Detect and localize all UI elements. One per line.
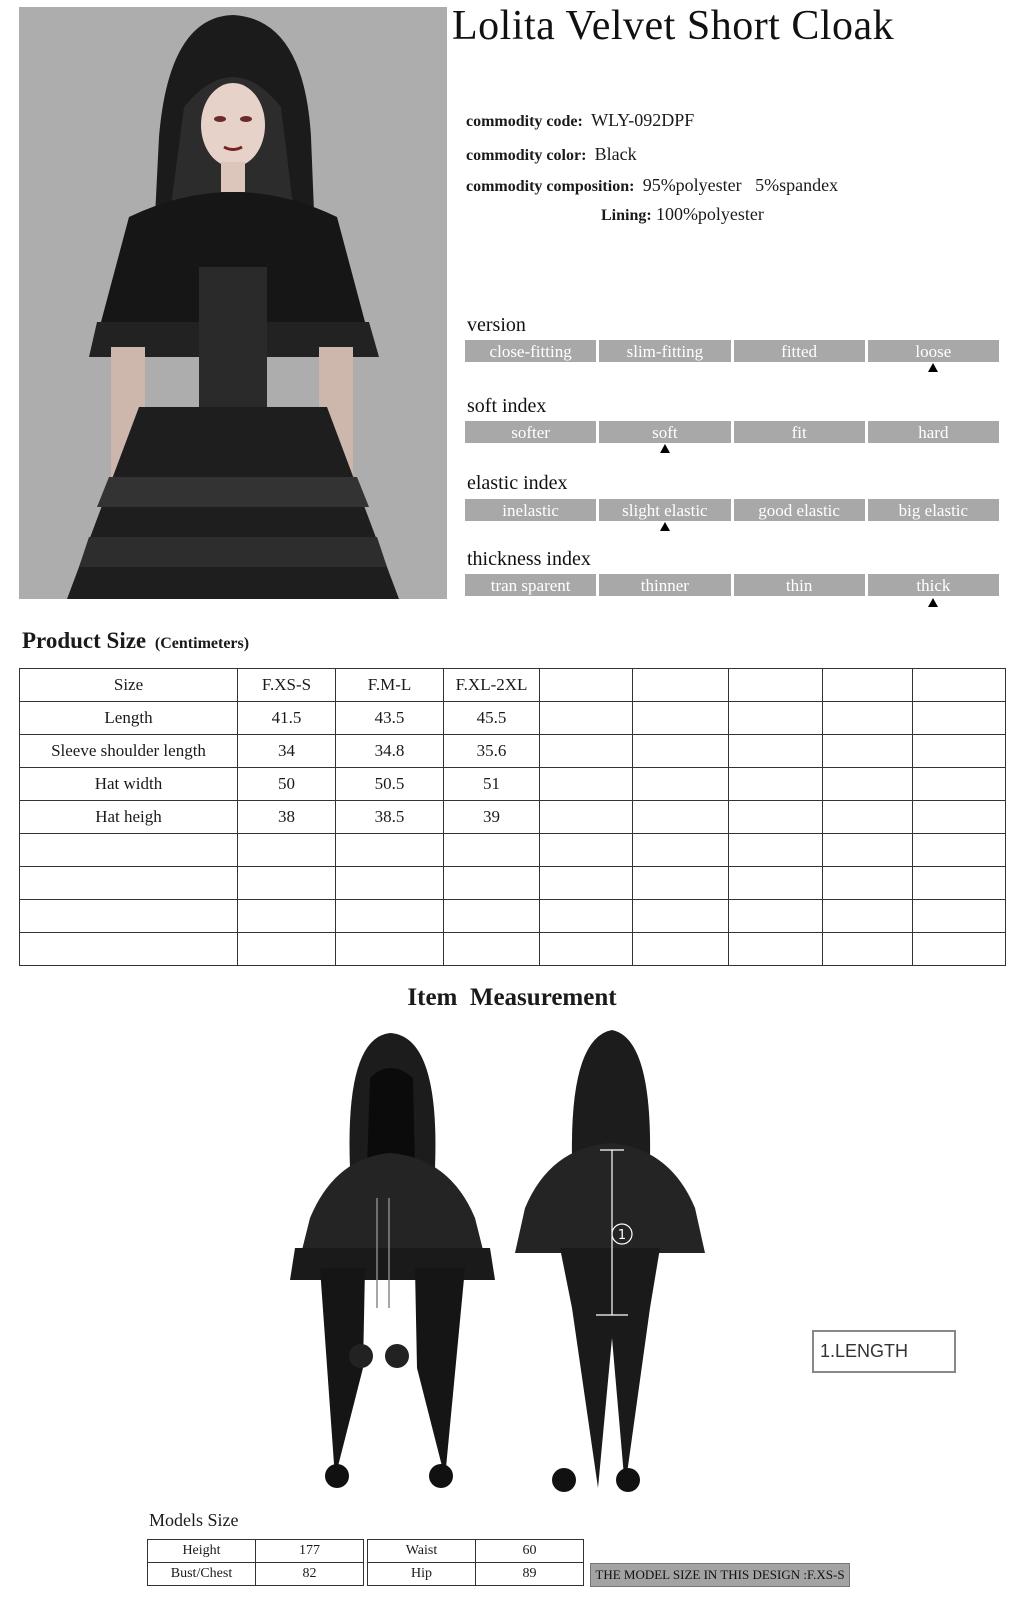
table-empty-cell xyxy=(913,669,1006,702)
table-empty-cell xyxy=(633,735,729,768)
elastic-index-scale xyxy=(465,499,999,521)
table-row xyxy=(20,801,1006,834)
table-header-cell: Size xyxy=(20,669,238,702)
table-cell: 34.8 xyxy=(336,735,444,768)
table-empty-cell xyxy=(823,702,913,735)
table-empty-cell xyxy=(823,801,913,834)
table-empty-cell xyxy=(20,933,238,966)
table-empty-cell xyxy=(913,735,1006,768)
table-cell: 34 xyxy=(238,735,336,768)
table-header-cell: F.XS-S xyxy=(238,669,336,702)
table-empty-cell xyxy=(823,900,913,933)
table-empty-cell xyxy=(729,867,823,900)
thickness-index-scale xyxy=(465,574,999,596)
table-empty-cell xyxy=(238,834,336,867)
thickness-index-option: thin xyxy=(734,574,865,596)
table-row xyxy=(20,933,1006,966)
table-empty-cell xyxy=(336,867,444,900)
soft-index-label: soft index xyxy=(467,395,547,417)
table-cell: Sleeve shoulder length xyxy=(20,735,238,768)
table-cell: 38.5 xyxy=(336,801,444,834)
table-empty-cell xyxy=(633,669,729,702)
table-cell: 60 xyxy=(476,1540,584,1563)
table-empty-cell xyxy=(823,735,913,768)
table-empty-cell xyxy=(913,834,1006,867)
table-cell: Waist xyxy=(368,1540,476,1563)
table-cell: 51 xyxy=(444,768,540,801)
table-empty-cell xyxy=(540,900,633,933)
table-row xyxy=(20,702,1006,735)
table-empty-cell xyxy=(633,933,729,966)
soft-index-selected-marker xyxy=(660,444,670,453)
table-empty-cell xyxy=(444,867,540,900)
commodity-color xyxy=(466,144,637,165)
table-empty-cell xyxy=(633,801,729,834)
table-row xyxy=(368,1540,584,1563)
table-empty-cell xyxy=(823,933,913,966)
table-empty-cell xyxy=(729,801,823,834)
product-size-heading: Product Size xyxy=(22,628,147,653)
table-empty-cell xyxy=(540,867,633,900)
commodity-composition-value: 95%polyester 5%spandex xyxy=(642,175,839,195)
table-cell: Height xyxy=(148,1540,256,1563)
table-empty-cell xyxy=(444,933,540,966)
elastic-index-option: inelastic xyxy=(465,499,596,521)
table-empty-cell xyxy=(913,867,1006,900)
elastic-index-selected-marker xyxy=(660,522,670,531)
table-row xyxy=(20,735,1006,768)
length-marker-number: 1 xyxy=(617,1228,627,1243)
product-size-table xyxy=(19,668,1006,966)
table-header-cell: F.M-L xyxy=(336,669,444,702)
table-empty-cell xyxy=(20,867,238,900)
soft-index-option: fit xyxy=(734,421,865,443)
table-cell: Bust/Chest xyxy=(148,1563,256,1586)
version-scale xyxy=(465,340,999,362)
table-header-cell: F.XL-2XL xyxy=(444,669,540,702)
cloak-back-image xyxy=(500,1018,720,1498)
version-selected-marker xyxy=(928,363,938,372)
table-empty-cell xyxy=(633,834,729,867)
table-empty-cell xyxy=(540,735,633,768)
table-empty-cell xyxy=(540,801,633,834)
table-empty-cell xyxy=(238,867,336,900)
table-cell: 89 xyxy=(476,1563,584,1586)
table-empty-cell xyxy=(540,933,633,966)
item-measurement-title: Item Measurement xyxy=(407,984,617,1011)
commodity-composition xyxy=(466,175,838,196)
elastic-index-option: big elastic xyxy=(868,499,999,521)
soft-index-option: soft xyxy=(599,421,730,443)
lining-label: Lining: xyxy=(601,207,652,224)
table-empty-cell xyxy=(20,900,238,933)
table-empty-cell xyxy=(729,933,823,966)
version-option: loose xyxy=(868,340,999,362)
table-empty-cell xyxy=(633,768,729,801)
commodity-code-label: commodity code: xyxy=(466,113,583,130)
version-option: close-fitting xyxy=(465,340,596,362)
lining xyxy=(601,204,764,225)
table-empty-cell xyxy=(540,702,633,735)
table-cell: 177 xyxy=(256,1540,364,1563)
table-empty-cell xyxy=(444,900,540,933)
table-empty-cell xyxy=(823,867,913,900)
model-photo xyxy=(19,7,447,599)
table-cell: Hat heigh xyxy=(20,801,238,834)
version-option: slim-fitting xyxy=(599,340,730,362)
table-cell: 45.5 xyxy=(444,702,540,735)
table-cell: 41.5 xyxy=(238,702,336,735)
table-empty-cell xyxy=(633,867,729,900)
elastic-index-label: elastic index xyxy=(467,472,568,494)
product-size-title xyxy=(22,628,249,654)
table-empty-cell xyxy=(913,801,1006,834)
soft-index-option: softer xyxy=(465,421,596,443)
table-cell: 43.5 xyxy=(336,702,444,735)
table-empty-cell xyxy=(633,900,729,933)
table-empty-cell xyxy=(540,834,633,867)
commodity-code xyxy=(466,110,694,131)
table-row xyxy=(20,900,1006,933)
thickness-index-option: thinner xyxy=(599,574,730,596)
table-empty-cell xyxy=(540,768,633,801)
table-cell: Hip xyxy=(368,1563,476,1586)
version-label: version xyxy=(467,314,526,336)
table-empty-cell xyxy=(823,834,913,867)
table-row xyxy=(368,1563,584,1586)
table-empty-cell xyxy=(20,834,238,867)
lining-value: 100%polyester xyxy=(655,204,764,224)
product-size-unit: (Centimeters) xyxy=(154,635,250,652)
table-row xyxy=(20,768,1006,801)
table-empty-cell xyxy=(729,834,823,867)
table-cell: 35.6 xyxy=(444,735,540,768)
elastic-index-option: good elastic xyxy=(734,499,865,521)
commodity-composition-label: commodity composition: xyxy=(466,178,635,195)
models-size-table-right xyxy=(367,1539,584,1586)
commodity-code-value: WLY-092DPF xyxy=(591,110,695,130)
table-empty-cell xyxy=(913,900,1006,933)
table-empty-cell xyxy=(238,900,336,933)
models-size-title: Models Size xyxy=(149,1510,239,1530)
table-cell: 50 xyxy=(238,768,336,801)
table-empty-cell xyxy=(913,768,1006,801)
cloak-front-image xyxy=(265,1018,515,1498)
table-empty-cell xyxy=(444,834,540,867)
soft-index-option: hard xyxy=(868,421,999,443)
table-empty-cell xyxy=(729,669,823,702)
thickness-index-option: thick xyxy=(868,574,999,596)
commodity-color-value: Black xyxy=(594,144,637,164)
table-row xyxy=(148,1563,364,1586)
table-cell: 82 xyxy=(256,1563,364,1586)
table-empty-cell xyxy=(633,702,729,735)
table-cell: 39 xyxy=(444,801,540,834)
table-row xyxy=(20,834,1006,867)
table-empty-cell xyxy=(729,768,823,801)
table-row xyxy=(20,867,1006,900)
table-empty-cell xyxy=(336,900,444,933)
table-empty-cell xyxy=(336,834,444,867)
version-option: fitted xyxy=(734,340,865,362)
table-empty-cell xyxy=(823,768,913,801)
length-legend: 1.LENGTH xyxy=(812,1330,956,1373)
table-empty-cell xyxy=(336,933,444,966)
product-title: Lolita Velvet Short Cloak xyxy=(452,3,895,49)
table-cell: 38 xyxy=(238,801,336,834)
table-empty-cell xyxy=(729,900,823,933)
table-cell: 50.5 xyxy=(336,768,444,801)
table-empty-cell xyxy=(729,735,823,768)
thickness-index-selected-marker xyxy=(928,598,938,607)
commodity-color-label: commodity color: xyxy=(466,147,587,164)
table-cell: Length xyxy=(20,702,238,735)
table-empty-cell xyxy=(823,669,913,702)
table-header-row xyxy=(20,669,1006,702)
table-empty-cell xyxy=(729,702,823,735)
model-size-note: THE MODEL SIZE IN THIS DESIGN :F.XS-S xyxy=(590,1563,850,1587)
table-empty-cell xyxy=(238,933,336,966)
soft-index-scale xyxy=(465,421,999,443)
elastic-index-option: slight elastic xyxy=(599,499,730,521)
models-size-table-left xyxy=(147,1539,364,1586)
table-empty-cell xyxy=(540,669,633,702)
table-empty-cell xyxy=(913,702,1006,735)
table-cell: Hat width xyxy=(20,768,238,801)
table-row xyxy=(148,1540,364,1563)
table-empty-cell xyxy=(913,933,1006,966)
thickness-index-label: thickness index xyxy=(467,548,591,570)
thickness-index-option: tran sparent xyxy=(465,574,596,596)
